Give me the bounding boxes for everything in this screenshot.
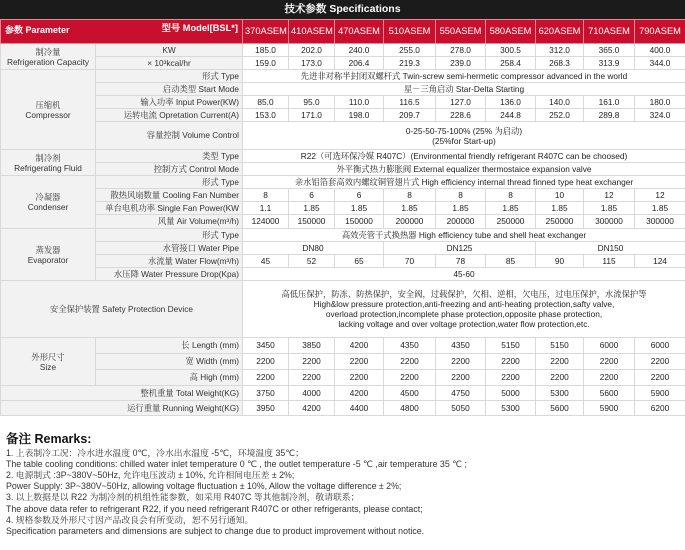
air-volume-value: 200000 [384,215,436,229]
table-row [1,150,685,163]
fan-power-label: 单台电机功率 Single Fan Power(KW [96,202,243,215]
table-row [1,370,685,386]
volume-control-label: 容量控制 Volume Control [96,122,243,150]
total-weight-value: 4500 [384,386,436,401]
remark-line: The table cooling conditions: chilled water inlet temperature 0 ℃ , the outlet temperature -5 ℃ ,air temperature 35 ℃ ; [6,459,467,470]
water-flow-value: 124 [635,255,685,268]
width-value: 2200 [384,354,436,370]
running-weight-value: 4200 [289,401,335,416]
height-value: 2200 [436,370,486,386]
kw-unit: KW [96,44,243,57]
air-volume-value: 250000 [536,215,584,229]
size-label [1,338,96,386]
height-value: 2200 [635,370,685,386]
total-weight-value: 5600 [584,386,635,401]
refrigeration-capacity-label-line: Refrigeration Capacity [6,56,90,67]
width-value: 2200 [486,354,536,370]
model-header: 410ASEM [289,20,335,44]
water-pipe-value: DN125 [384,242,536,255]
height-value: 2200 [536,370,584,386]
kcal-unit: × 10³kcal/hr [96,57,243,70]
fan-power-value: 1.85 [335,202,384,215]
model-label: 型号 Model[BSL*] [161,23,238,33]
capacity-kw-value: 255.0 [384,44,436,57]
capacity-kw-value: 278.0 [436,44,486,57]
condenser-type-label: 形式 Type [96,176,243,189]
length-value: 3850 [289,338,335,354]
size-label-line: 外形尺寸 [31,351,65,362]
height-value: 2200 [584,370,635,386]
water-flow-value: 65 [335,255,384,268]
table-row [1,109,685,122]
model-header: 510ASEM [384,20,436,44]
refrigeration-capacity-label-line: 制冷量 [35,46,61,57]
table-row [1,96,685,109]
air-volume-value: 300000 [635,215,685,229]
fluid-type-value: R22（可选环保冷媒 R407C）(Environmental friendly refrigerant R407C can be choosed) [243,150,685,163]
input-power-value: 136.0 [486,96,536,109]
air-volume-value: 124000 [243,215,289,229]
table-row [1,83,685,96]
remark-line: 3. 以上数据是以 R22 为制冷剂的机组性能参数，如采用 R407C 等其他制冷剂，敬请联系； [6,492,360,503]
water-flow-value: 52 [289,255,335,268]
capacity-kcal-value: 258.4 [486,57,536,70]
table-row [1,255,685,268]
running-weight-value: 6200 [635,401,685,416]
input-power-value: 85.0 [243,96,289,109]
safety-line: lacking voltage and over voltage protection,water flow protection,etc. [338,319,590,329]
height-value: 2200 [289,370,335,386]
fan-number-value: 12 [584,189,635,202]
size-label-line: Size [39,361,57,372]
total-weight-value: 4000 [289,386,335,401]
start-mode-value: 星－三角启动 Star-Delta Starting [243,83,685,96]
remark-line: 2. 电源制式 :3P~380V~50Hz, 允许电压波动 ± 10%, 允许相间电压差 ± 2%; [6,470,295,481]
current-value: 244.8 [486,109,536,122]
table-row [1,242,685,255]
control-mode-value: 外平衡式热力膨胀阀 External equalizer thermostaice expansion valve [243,163,685,176]
spec-table [0,19,685,416]
fluid-type-label: 类型 Type [96,150,243,163]
total-weight-value: 3750 [243,386,289,401]
evaporator-type-label: 形式 Type [96,229,243,242]
water-flow-value: 70 [384,255,436,268]
capacity-kw-value: 312.0 [536,44,584,57]
table-row [1,268,685,281]
current-value: 228.6 [436,109,486,122]
fan-power-value: 1.85 [486,202,536,215]
length-value: 5150 [486,338,536,354]
capacity-kcal-value: 239.0 [436,57,486,70]
water-pipe-value: DN150 [536,242,685,255]
model-header: 470ASEM [335,20,384,44]
fan-number-value: 8 [243,189,289,202]
capacity-kw-value: 240.0 [335,44,384,57]
volume-control-value [243,122,685,150]
fan-power-value: 1.85 [289,202,335,215]
length-value: 6000 [584,338,635,354]
volume-control-line: (25%for Start-up) [432,135,496,146]
length-value: 4350 [436,338,486,354]
table-row [1,189,685,202]
condenser-type-value: 亲水铝箔套高效内螺纹铜管翅片式 High efficiency internal thread finned type heat exchanger [243,176,685,189]
width-label: 宽 Width (mm) [96,354,243,370]
refrigerating-fluid-label-line: 制冷剂 [35,152,61,163]
width-value: 2200 [243,354,289,370]
fan-number-value: 8 [436,189,486,202]
capacity-kw-value: 185.0 [243,44,289,57]
safety-value [243,281,685,338]
table-row [1,163,685,176]
remark-line: 4. 规格参数及外形尺寸因产品改良会有所变动，恕不另行通知。 [6,514,254,525]
evaporator-label [1,229,96,281]
length-label: 长 Length (mm) [96,338,243,354]
remarks [6,434,678,537]
height-value: 2200 [384,370,436,386]
sheet-title: 技术参数 Specifications [0,0,685,19]
model-header: 790ASEM [635,20,685,44]
length-value: 3450 [243,338,289,354]
running-weight-label: 运行重量 Running Weight(KG) [1,401,243,416]
table-row [1,57,685,70]
capacity-kcal-value: 173.0 [289,57,335,70]
height-value: 2200 [335,370,384,386]
length-value: 4200 [335,338,384,354]
fan-number-value: 6 [335,189,384,202]
running-weight-value: 5900 [584,401,635,416]
total-weight-label: 整机重量 Total Weight(KG) [1,386,243,401]
water-pipe-label: 水管接口 Water Pipe [96,242,243,255]
width-value: 2200 [335,354,384,370]
table-row [1,401,685,416]
evaporator-label-line: 蒸发器 [35,244,61,255]
air-volume-value: 200000 [436,215,486,229]
table-row [1,215,685,229]
pressure-drop-value: 45-60 [243,268,685,281]
running-weight-value: 3950 [243,401,289,416]
start-mode-label: 启动类型 Start Mode [96,83,243,96]
compressor-label-line: Compressor [25,109,71,120]
fan-power-value: 1.85 [635,202,685,215]
current-value: 289.8 [584,109,635,122]
fan-number-label: 散热风扇数量 Cooling Fan Number [96,189,243,202]
capacity-kw-value: 202.0 [289,44,335,57]
table-header-row [1,20,685,44]
fan-power-value: 1.85 [384,202,436,215]
water-flow-value: 85 [486,255,536,268]
water-flow-label: 水流量 Water Flow(m³/h) [96,255,243,268]
volume-control-line: 0-25-50-75-100% (25% 为启动) [405,125,523,136]
current-value: 252.0 [536,109,584,122]
water-flow-value: 115 [584,255,635,268]
length-value: 6000 [635,338,685,354]
height-label: 高 High (mm) [96,370,243,386]
table-row [1,386,685,401]
total-weight-value: 4750 [436,386,486,401]
model-header: 550ASEM [436,20,486,44]
model-header: 710ASEM [584,20,635,44]
fan-number-value: 8 [384,189,436,202]
running-weight-value: 5600 [536,401,584,416]
running-weight-value: 5300 [486,401,536,416]
compressor-label [1,70,96,150]
model-header: 580ASEM [486,20,536,44]
capacity-kcal-value: 313.9 [584,57,635,70]
width-value: 2200 [436,354,486,370]
table-row [1,338,685,354]
current-value: 209.7 [384,109,436,122]
safety-line: High&low pressure protection,anti-freezing and anti-heating protection,safty valve, [313,299,615,309]
table-row [1,122,685,150]
current-value: 171.0 [289,109,335,122]
air-volume-value: 150000 [289,215,335,229]
air-volume-value: 250000 [486,215,536,229]
safety-line: 高低压保护，防冻、防热保护，安全阀，过载保护，欠相、逆相，欠电压，过电压保护，水流保护等 [281,289,647,299]
total-weight-value: 4200 [335,386,384,401]
fan-power-value: 1.1 [243,202,289,215]
remark-line: Specification parameters and dimensions are subject to change due to product improvement without notice. [6,525,425,536]
input-power-value: 110.0 [335,96,384,109]
model-header: 620ASEM [536,20,584,44]
capacity-kw-value: 400.0 [635,44,685,57]
compressor-type-value: 先进非对称半封闭双螺杆式 Twin-screw semi-hermetic compressor advanced in the world [243,70,685,83]
fan-number-value: 6 [289,189,335,202]
input-power-value: 140.0 [536,96,584,109]
input-power-value: 180.0 [635,96,685,109]
capacity-kcal-value: 206.4 [335,57,384,70]
height-value: 2200 [486,370,536,386]
safety-line: overload protection,incomplete phase protection,opposite phase protection, [325,309,603,319]
remark-line: Power Supply: 3P~380V~50Hz, allowing voltage fluctuation ± 10%, Allow the voltage difference ± 2%; [6,481,402,492]
width-value: 2200 [584,354,635,370]
input-power-label: 输入功率 Input Power(KW) [96,96,243,109]
refrigerating-fluid-label-line: Refrigerating Fluid [14,162,82,173]
water-flow-value: 45 [243,255,289,268]
length-value: 4350 [384,338,436,354]
height-value: 2200 [243,370,289,386]
table-row [1,176,685,189]
fan-power-value: 1.85 [436,202,486,215]
air-volume-value: 150000 [335,215,384,229]
model-header: 370ASEM [243,20,289,44]
condenser-label-line: Condenser [27,202,69,212]
table-row [1,44,685,57]
evaporator-label-line: Evaporator [27,254,69,265]
current-value: 324.0 [635,109,685,122]
remark-line: The above data refer to refrigerant R22, if you need refrigerant R407C or other refrigerants, please contact; [6,503,423,514]
fan-power-value: 1.85 [584,202,635,215]
capacity-kcal-value: 159.0 [243,57,289,70]
capacity-kw-value: 365.0 [584,44,635,57]
table-row [1,202,685,215]
refrigeration-capacity-label [1,44,96,70]
fan-number-value: 10 [536,189,584,202]
condenser-label-line: 冷凝器 [35,192,61,202]
fan-number-value: 8 [486,189,536,202]
running-weight-value: 4800 [384,401,436,416]
compressor-label-line: 压缩机 [35,99,61,110]
fan-number-value: 12 [635,189,685,202]
parameter-label: 参数 Parameter [5,25,70,35]
safety-label: 安全保护装置 Safety Protection Device [1,281,243,338]
control-mode-label: 控制方式 Control Mode [96,163,243,176]
air-volume-value: 300000 [584,215,635,229]
input-power-value: 127.0 [436,96,486,109]
water-pipe-value: DN80 [243,242,384,255]
fan-power-value: 1.85 [536,202,584,215]
table-row [1,281,685,338]
input-power-value: 161.0 [584,96,635,109]
total-weight-value: 5000 [486,386,536,401]
current-value: 153.0 [243,109,289,122]
input-power-value: 95.0 [289,96,335,109]
width-value: 2200 [289,354,335,370]
water-flow-value: 78 [436,255,486,268]
capacity-kw-value: 300.5 [486,44,536,57]
table-row [1,354,685,370]
current-label: 运转电流 Opretation Current(A) [96,109,243,122]
length-value: 5150 [536,338,584,354]
condenser-label [1,176,96,229]
remark-line: 1. 上表制冷工况：冷水进水温度 0℃，冷水出水温度 -5℃，环境温度 35℃； [6,448,304,459]
evaporator-type-value: 高效壳管干式换热器 High efficiency tube and shell heat exchanger [243,229,685,242]
refrigerating-fluid-label [1,150,96,176]
running-weight-value: 4400 [335,401,384,416]
width-value: 2200 [635,354,685,370]
pressure-drop-label: 水压降 Water Pressure Drop(Kpa) [96,268,243,281]
input-power-value: 116.5 [384,96,436,109]
air-volume-label: 风量 Air Volume(m³/h) [96,215,243,229]
current-value: 198.0 [335,109,384,122]
compressor-type-label: 形式 Type [96,70,243,83]
total-weight-value: 5900 [635,386,685,401]
width-value: 2200 [536,354,584,370]
capacity-kcal-value: 344.0 [635,57,685,70]
header-label-cell [1,20,243,44]
table-row [1,229,685,242]
table-row [1,70,685,83]
water-flow-value: 90 [536,255,584,268]
running-weight-value: 5050 [436,401,486,416]
total-weight-value: 5300 [536,386,584,401]
remarks-title: 备注 Remarks: [6,432,92,446]
capacity-kcal-value: 219.3 [384,57,436,70]
capacity-kcal-value: 268.3 [536,57,584,70]
